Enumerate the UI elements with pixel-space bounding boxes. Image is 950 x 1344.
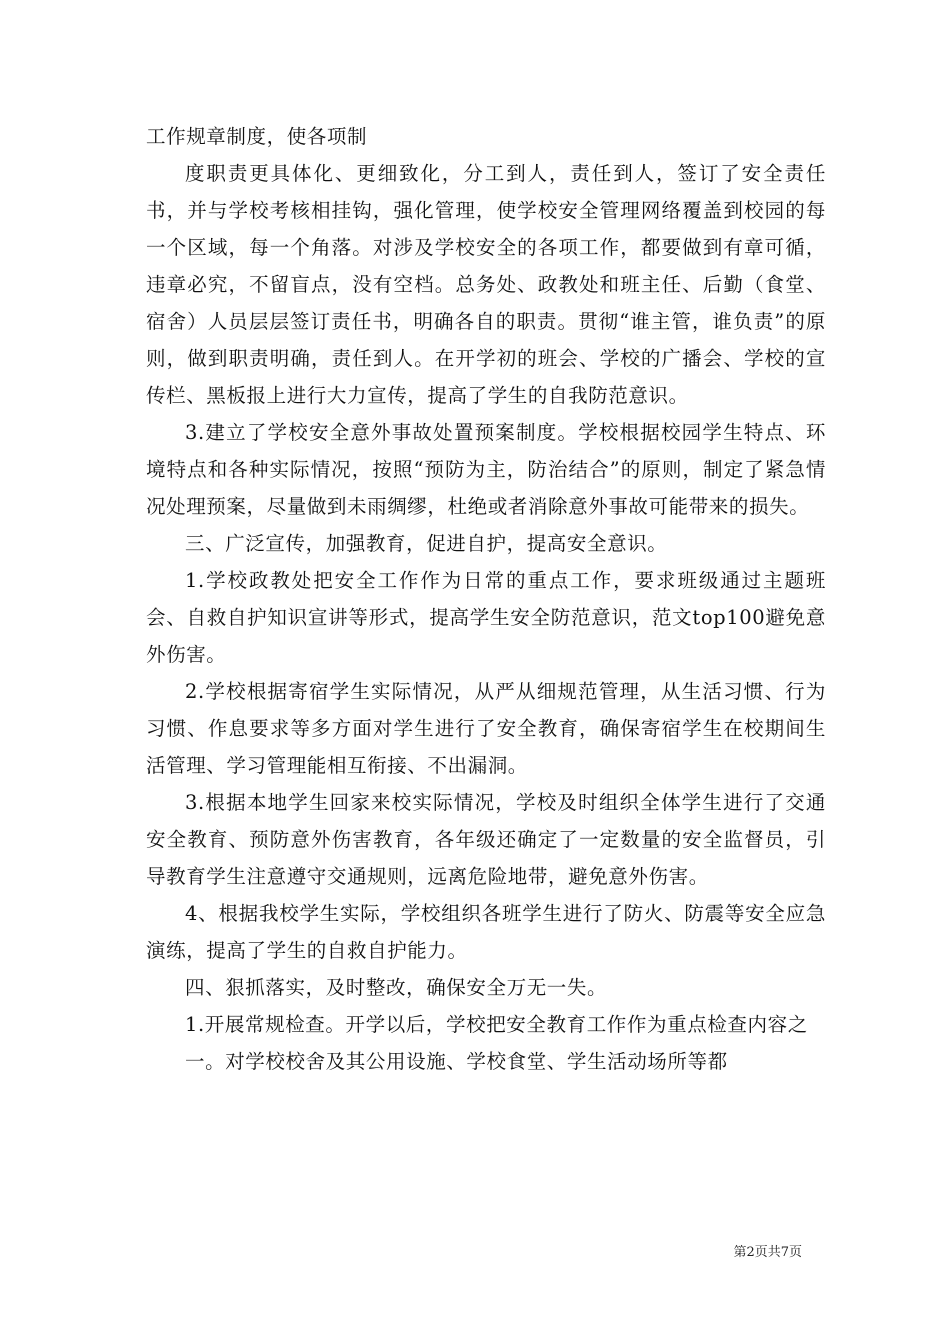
section-heading-4: 四、狠抓落实，及时整改，确保安全万无一失。 bbox=[185, 976, 608, 999]
paragraph-responsibility: 度职责更具体化、更细致化，分工到人，责任到人，签订了安全责任书，并与学校考核相挂钩，强化管理，使学校安全管理网络覆盖到校园的每一个区域，每一个角落。对涉及学校安全的各项工作，都要做到有章可循，违章必究，不留盲点，没有空档。总务处、政教处和班主任、后勤（食堂、宿舍）人员层层签订责任书，明确各自的职责。贯彻“谁主管，谁负责”的原则，做到职责明确，责任到人。在开学初的班会、学校的广播会、学校的宣传栏、黑板报上进行大力宣传，提高了学生的自我防范意识。 bbox=[146, 162, 826, 407]
paragraph-item-3: 3.根据本地学生回家来校实际情况，学校及时组织全体学生进行了交通安全教育、预防意外伤害教育，各年级还确定了一定数量的安全监督员，引导教育学生注意遵守交通规则，远离危险地带，避免意外伤害。 bbox=[146, 791, 826, 888]
paragraph-item-2: 2.学校根据寄宿学生实际情况，从严从细规范管理，从生活习惯、行为习惯、作息要求等多方面对学生进行了安全教育，确保寄宿学生在校期间生活管理、学习管理能相互衔接、不出漏洞。 bbox=[146, 680, 826, 777]
paragraph-continuation: 工作规章制度，使各项制 bbox=[146, 125, 368, 148]
section-heading-3: 三、广泛宣传，加强教育，促进自护，提高安全意识。 bbox=[185, 532, 668, 555]
page-number-footer: 第2页共7页 bbox=[733, 1245, 802, 1260]
paragraph-item-1: 1.学校政教处把安全工作作为日常的重点工作，要求班级通过主题班会、自救自护知识宣讲等形式，提高学生安全防范意识，范文top100避免意外伤害。 bbox=[146, 569, 826, 666]
paragraph-routine-inspection: 1.开展常规检查。开学以后，学校把安全教育工作作为重点检查内容之 bbox=[185, 1013, 808, 1036]
document-body bbox=[146, 118, 826, 1080]
paragraph-inspection-continued: 一。对学校校舍及其公用设施、学校食堂、学生活动场所等都 bbox=[185, 1050, 728, 1073]
paragraph-emergency-plan: 3.建立了学校安全意外事故处置预案制度。学校根据校园学生特点、环境特点和各种实际情况，按照“预防为主，防治结合”的原则，制定了紧急情况处理预案，尽量做到未雨绸缪，杜绝或者消除意外事故可能带来的损失。 bbox=[146, 421, 826, 518]
paragraph-item-4: 4、根据我校学生实际，学校组织各班学生进行了防火、防震等安全应急演练，提高了学生的自救自护能力。 bbox=[146, 902, 826, 962]
